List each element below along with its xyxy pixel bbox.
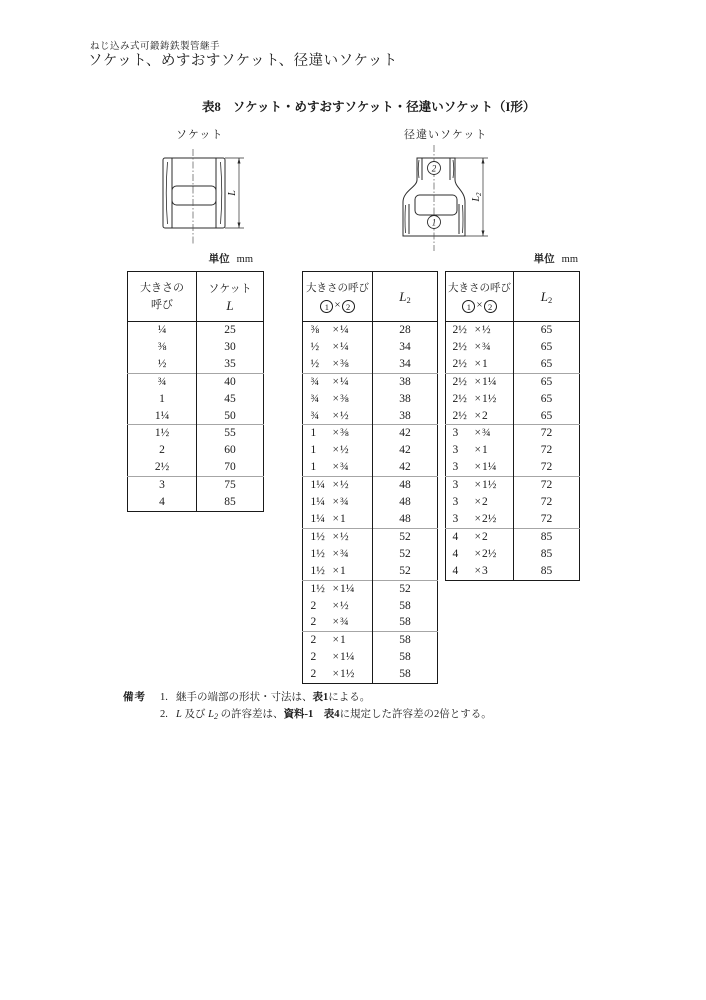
length-cell: 85: [197, 494, 264, 511]
table-row: [128, 322, 264, 339]
socket-table: [127, 271, 264, 512]
circled-1-icon: 1: [462, 300, 475, 313]
length-cell: 65: [514, 373, 580, 390]
size-cell: 2½ × ¾: [452, 340, 491, 353]
size-cell: 1¼: [154, 409, 170, 422]
reducing2-size-header: 大きさの呼び 1 × 2: [446, 272, 514, 322]
reducing-center-band: [415, 195, 457, 215]
size-cell: ¾ × ⅜: [310, 392, 349, 405]
table-row: [303, 459, 438, 476]
length-cell: 58: [373, 649, 438, 666]
length-cell: 38: [373, 373, 438, 390]
unit-label-left: 単位 mm: [208, 254, 253, 265]
length-cell: 85: [514, 563, 580, 580]
table-row: [446, 442, 580, 459]
size-cell: 2: [159, 444, 165, 457]
table-caption-text: ソケット・めすおすソケット・径違いソケット（I形）: [232, 100, 536, 114]
size-cell: 1: [159, 392, 165, 405]
length-cell: 70: [197, 459, 264, 476]
size-cell: 2½ × 1½: [452, 392, 497, 405]
table-row: [303, 494, 438, 511]
port-number-top: 2: [431, 163, 437, 174]
length-cell: 65: [514, 408, 580, 425]
socket-figure: [150, 147, 255, 249]
size-cell: ¾: [128, 373, 197, 390]
reducing-figure-label: 径違いソケット: [404, 129, 488, 141]
port-number-bottom: 1: [431, 217, 437, 228]
socket-table-body: [128, 322, 264, 512]
size-cell: ¼: [157, 324, 167, 336]
size-cell: 1¼ × ¾: [310, 496, 349, 509]
table-row: [446, 477, 580, 494]
table-row: [303, 477, 438, 494]
table-row: [446, 563, 580, 580]
length-cell: 48: [373, 477, 438, 494]
length-cell: 60: [197, 442, 264, 459]
size-cell: ¾ × ½: [310, 409, 349, 422]
circled-2-icon: 2: [484, 300, 497, 313]
size-cell: 2 × 1¼: [310, 651, 355, 664]
socket-size-header: 大きさの 呼び: [128, 272, 197, 322]
document-title: ソケット、めすおすソケット、径違いソケット: [88, 53, 398, 69]
size-cell: 3 × 2½: [452, 512, 497, 525]
length-cell: 52: [373, 563, 438, 580]
table-row: [303, 391, 438, 408]
table-row: [128, 425, 264, 442]
remark-item-1: 1. 継手の端部の形状・寸法は、表1による。: [160, 692, 371, 703]
length-cell: 25: [197, 322, 264, 339]
table-row: [303, 511, 438, 528]
size-cell: 3 × 1: [452, 444, 488, 457]
table-row: [446, 528, 580, 545]
table-row: [303, 614, 438, 631]
length-cell: 48: [373, 511, 438, 528]
size-cell: 1 × ½: [310, 444, 349, 457]
size-cell: 3 × 1¼: [452, 461, 497, 474]
length-cell: 72: [514, 511, 580, 528]
table-row: [446, 339, 580, 356]
length-cell: 45: [197, 391, 264, 408]
size-cell: 4: [159, 496, 165, 509]
table-row: [128, 373, 264, 390]
table-row: [303, 356, 438, 373]
table-row: [303, 666, 438, 683]
size-cell: 3: [128, 477, 197, 494]
socket-figure-label: ソケット: [176, 129, 224, 141]
size-cell: 2½ × 1¼: [446, 373, 514, 390]
size-cell: 4 × 2: [446, 528, 514, 545]
size-cell: 2½: [154, 461, 170, 474]
size-cell: 3 × 2: [452, 496, 488, 509]
table-row: [303, 322, 438, 339]
length-cell: 65: [514, 322, 580, 339]
reducing1-L2-header: L2: [373, 272, 438, 322]
table-caption: [202, 97, 535, 115]
table-row: [303, 649, 438, 666]
length-cell: 72: [514, 459, 580, 476]
size-cell: ¾ × ¼: [303, 373, 373, 390]
size-cell: 1½ × 1¼: [303, 580, 373, 597]
size-cell: 2 × ¾: [310, 616, 349, 629]
table-row: [128, 477, 264, 494]
table-row: [446, 459, 580, 476]
length-cell: 72: [514, 494, 580, 511]
size-cell: 3 × 1½: [446, 477, 514, 494]
document-subtitle: ねじ込み式可鍛鋳鉄製管継手: [90, 42, 221, 52]
length-cell: 58: [373, 666, 438, 683]
reducing-table-1: [302, 271, 438, 684]
length-cell: 52: [373, 528, 438, 545]
table-row: [303, 373, 438, 390]
size-cell: 1½ × ½: [303, 528, 373, 545]
reducing-table-2-body: [446, 322, 580, 581]
table-row: [303, 339, 438, 356]
length-cell: 55: [197, 425, 264, 442]
length-cell: 28: [373, 322, 438, 339]
length-cell: 38: [373, 391, 438, 408]
table-row: [446, 511, 580, 528]
reducing2-L2-header: L2: [514, 272, 580, 322]
reducing-dim-label: $L_2$: [471, 192, 483, 202]
size-cell: 1¼ × ½: [303, 477, 373, 494]
length-cell: 65: [514, 356, 580, 373]
length-cell: 72: [514, 477, 580, 494]
table-row: [128, 494, 264, 511]
table-row: [303, 546, 438, 563]
size-cell: 2½ × 1: [452, 357, 488, 370]
length-cell: 65: [514, 339, 580, 356]
table-row: [446, 546, 580, 563]
table-row: [303, 632, 438, 649]
circled-1-icon: 1: [320, 300, 333, 313]
size-cell: 2 × 1: [303, 632, 373, 649]
length-cell: 58: [373, 614, 438, 631]
table-row: [128, 442, 264, 459]
table-row: [128, 356, 264, 373]
socket-dim-label: L: [227, 190, 238, 196]
size-cell: 1½: [128, 425, 197, 442]
length-cell: 40: [197, 373, 264, 390]
size-cell: 4 × 2½: [452, 547, 497, 560]
table-row: [303, 563, 438, 580]
table-row: [303, 528, 438, 545]
length-cell: 58: [373, 632, 438, 649]
reducing-socket-figure: [393, 143, 498, 255]
size-cell: 1 × ⅜: [303, 425, 373, 442]
size-cell: 1½ × 1: [310, 564, 346, 577]
length-cell: 58: [373, 598, 438, 615]
size-cell: ½ × ⅜: [310, 357, 349, 370]
size-cell: 2½ × 2: [452, 409, 488, 422]
size-cell: 1 × ¾: [310, 461, 349, 474]
length-cell: 52: [373, 580, 438, 597]
length-cell: 85: [514, 528, 580, 545]
table-row: [303, 408, 438, 425]
size-cell: ⅜: [157, 340, 167, 353]
table-row: [303, 442, 438, 459]
length-cell: 72: [514, 442, 580, 459]
table-row: [446, 356, 580, 373]
length-cell: 34: [373, 339, 438, 356]
circled-2-icon: 2: [342, 300, 355, 313]
table-row: [128, 459, 264, 476]
table-row: [303, 598, 438, 615]
length-cell: 30: [197, 339, 264, 356]
unit-label-right: 単位 mm: [533, 254, 578, 265]
table-row: [128, 408, 264, 425]
table-row: [303, 425, 438, 442]
reducing-table-1-body: [303, 322, 438, 684]
socket-L-header: ソケット L: [197, 272, 264, 322]
length-cell: 35: [197, 356, 264, 373]
socket-center-band: [172, 186, 216, 205]
table-row: [446, 408, 580, 425]
length-cell: 42: [373, 425, 438, 442]
length-cell: 48: [373, 494, 438, 511]
length-cell: 65: [514, 391, 580, 408]
reducing-table-2: [445, 271, 580, 581]
size-cell: ½ × ¼: [310, 340, 349, 353]
length-cell: 42: [373, 442, 438, 459]
remark-item-2: 2. L 及び L2 の許容差は、資料-1 表4に規定した許容差の2倍とする。: [160, 709, 492, 721]
size-cell: 1¼ × 1: [310, 512, 346, 525]
size-cell: ½: [157, 357, 167, 370]
size-cell: 2 × 1½: [310, 668, 355, 681]
table-row: [446, 391, 580, 408]
length-cell: 50: [197, 408, 264, 425]
size-cell: ⅜ × ¼: [310, 324, 349, 336]
size-cell: 3 × ¾: [446, 425, 514, 442]
reducing1-size-header: 大きさの呼び 1 × 2: [303, 272, 373, 322]
table-row: [446, 373, 580, 390]
port-marker-bottom: [428, 216, 441, 229]
size-cell: 1½ × ¾: [310, 547, 349, 560]
table-row: [446, 425, 580, 442]
port-marker-top: [428, 162, 441, 175]
table-row: [446, 494, 580, 511]
length-cell: 75: [197, 477, 264, 494]
length-cell: 34: [373, 356, 438, 373]
table-row: [128, 339, 264, 356]
length-cell: 72: [514, 425, 580, 442]
size-cell: 2½ × ½: [452, 324, 491, 336]
size-cell: 4 × 3: [452, 564, 488, 577]
length-cell: 85: [514, 546, 580, 563]
table-row: [446, 322, 580, 339]
length-cell: 38: [373, 408, 438, 425]
length-cell: 42: [373, 459, 438, 476]
table-number: 表8: [202, 100, 221, 114]
table-row: [128, 391, 264, 408]
table-row: [303, 580, 438, 597]
remarks-label: 備考: [123, 692, 146, 703]
size-cell: 2 × ½: [310, 599, 349, 612]
length-cell: 52: [373, 546, 438, 563]
